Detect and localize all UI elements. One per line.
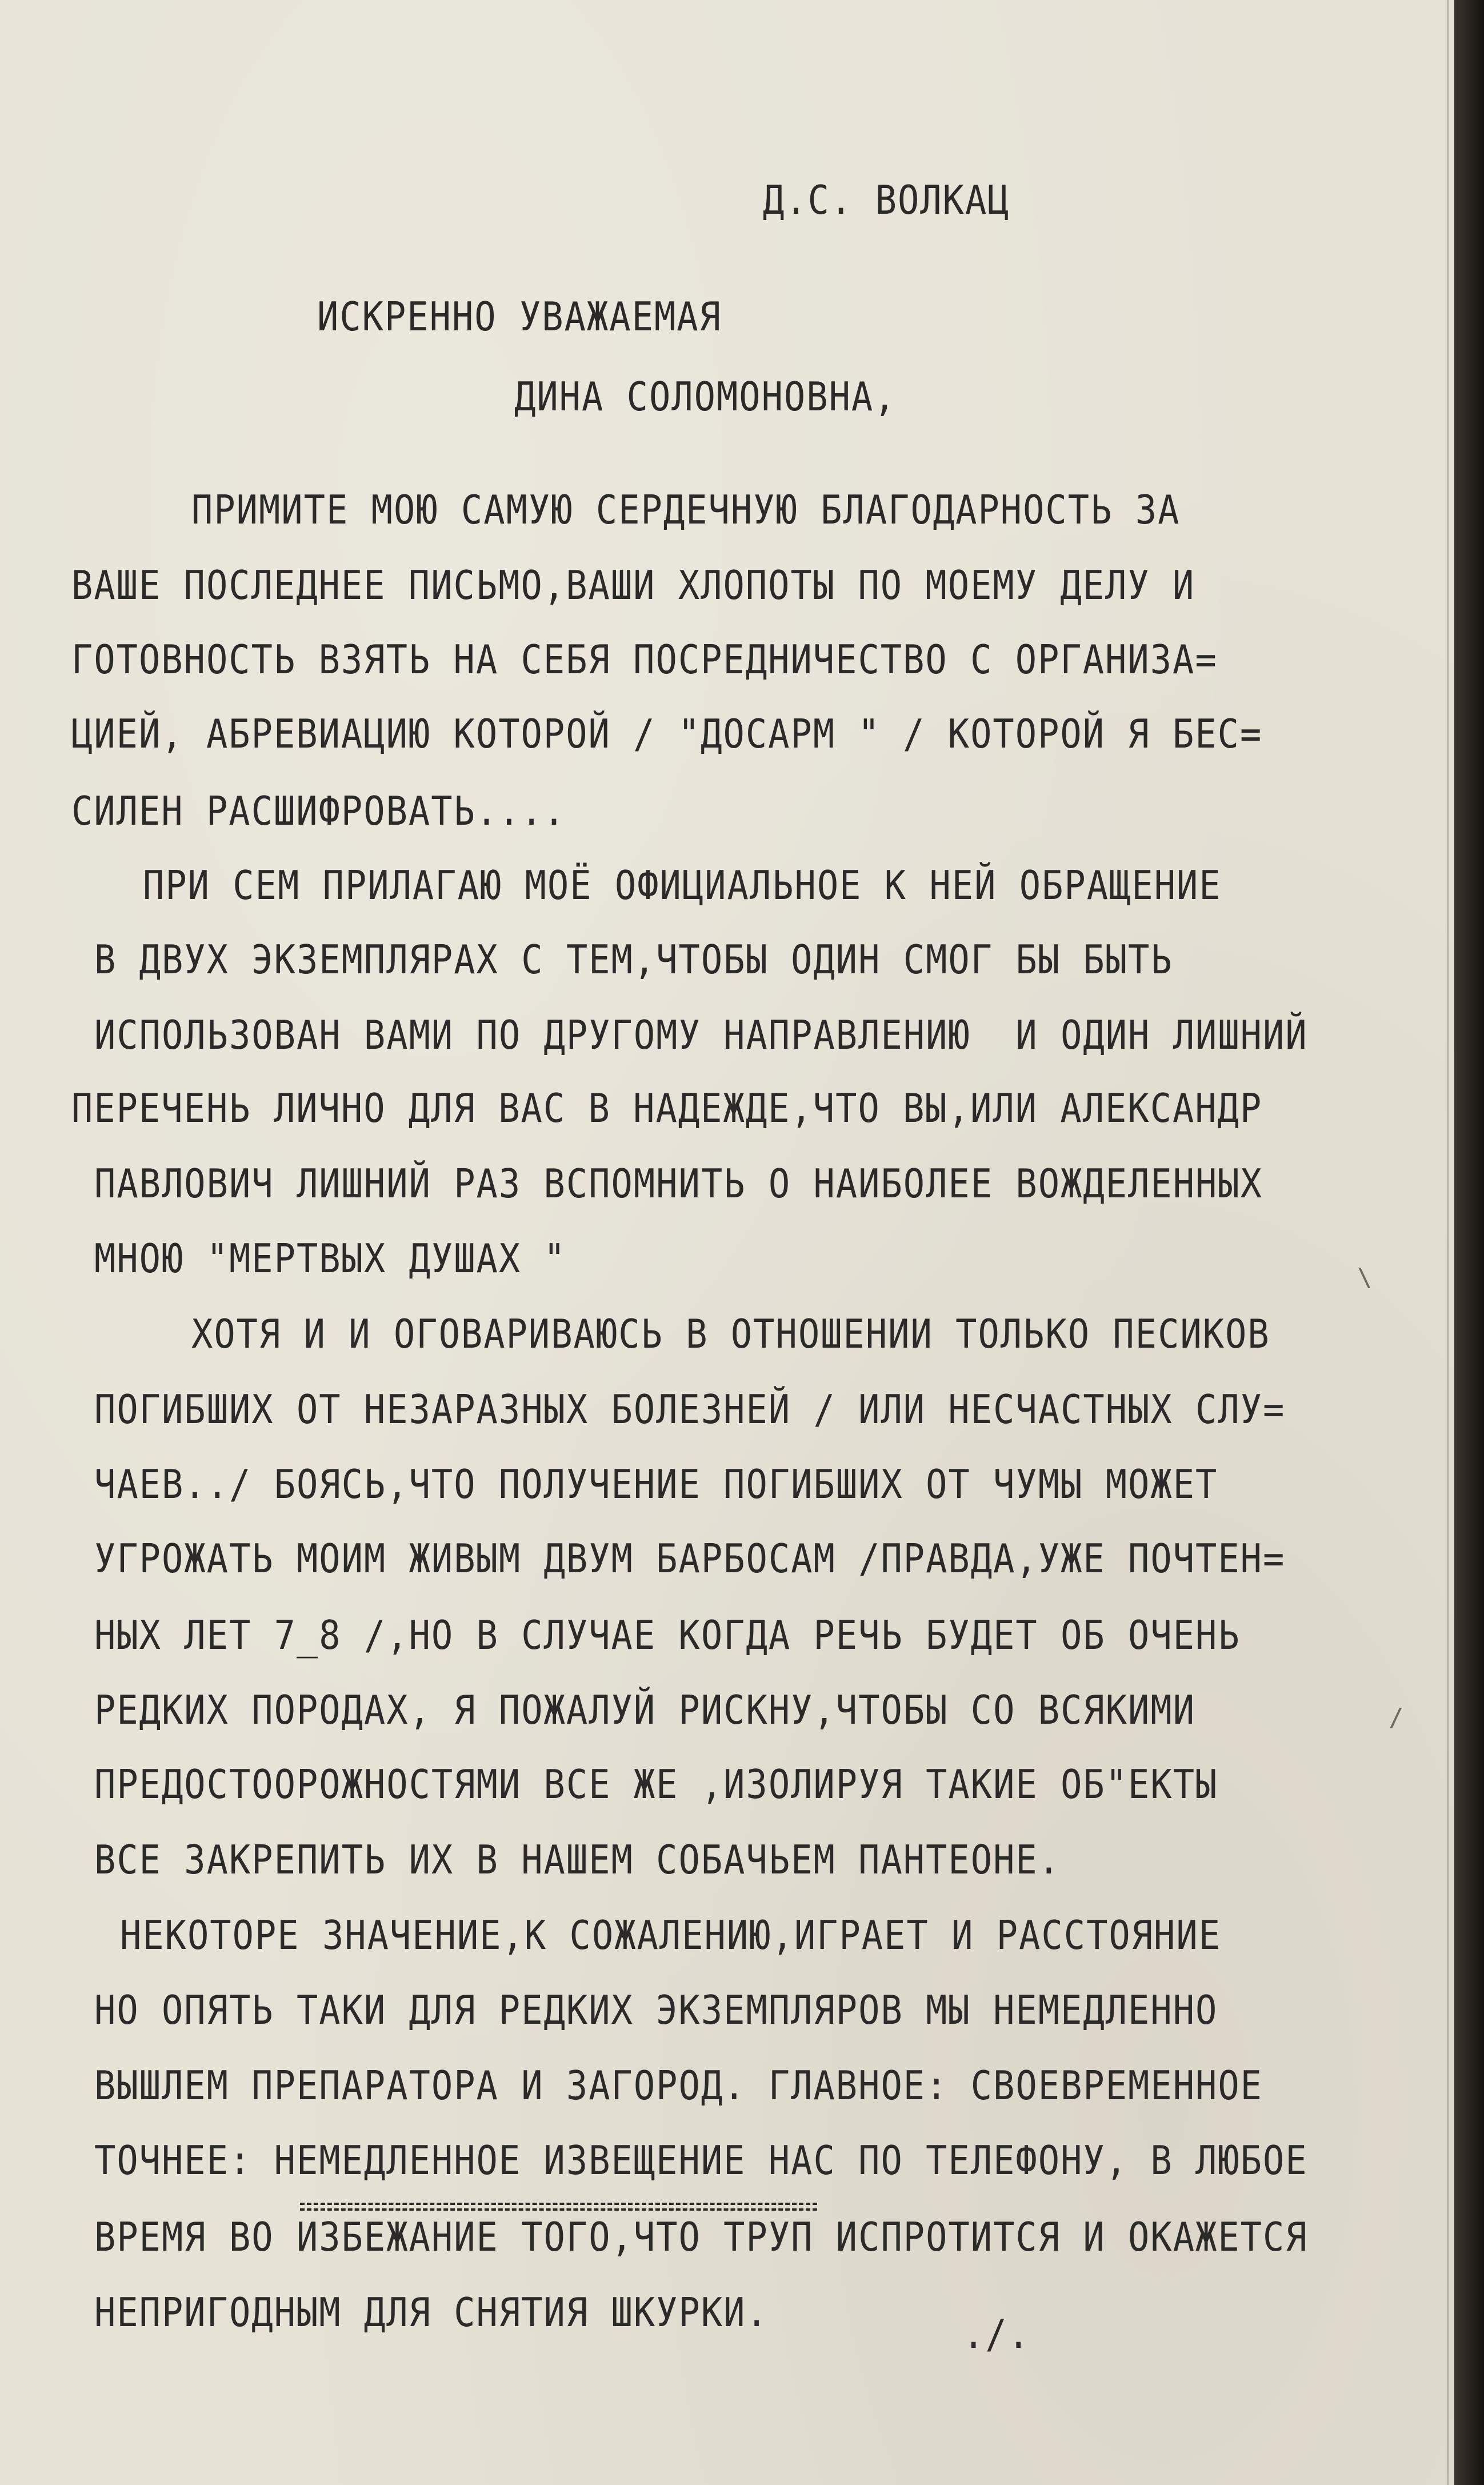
body-line-6: ПРИ СЕМ ПРИЛАГАЮ МОЁ ОФИЦИАЛЬНОЕ К НЕЙ ОБРАЩЕНИЕ: [143, 862, 1222, 909]
body-line-11: МНОЮ "МЕРТВЫХ ДУШАХ ": [94, 1235, 566, 1283]
body-line-21: НО ОПЯТЬ ТАКИ ДЛЯ РЕДКИХ ЭКЗЕМПЛЯРОВ МЫ НЕМЕДЛЕННО: [94, 1987, 1218, 2034]
body-line-1: ПРИМИТЕ МОЮ САМУЮ СЕРДЕЧНУЮ БЛАГОДАРНОСТЬ ЗА: [191, 486, 1181, 534]
body-line-15: УГРОЖАТЬ МОИМ ЖИВЫМ ДВУМ БАРБОСАМ /ПРАВДА,УЖЕ ПОЧТЕН=: [94, 1535, 1286, 1583]
body-line-4: ЦИЕЙ, АБРЕВИАЦИЮ КОТОРОЙ / "ДОСАРМ " / КОТОРОЙ Я БЕС=: [71, 710, 1263, 758]
body-line-8: ИСПОЛЬЗОВАН ВАМИ ПО ДРУГОМУ НАПРАВЛЕНИЮ И ОДИН ЛИШНИЙ: [94, 1012, 1308, 1059]
body-line-2: ВАШЕ ПОСЛЕДНЕЕ ПИСЬМО,ВАШИ ХЛОПОТЫ ПО МОЕМУ ДЕЛУ И: [71, 562, 1195, 609]
continuation-mark: ./.: [963, 2311, 1030, 2358]
body-line-13: ПОГИБШИХ ОТ НЕЗАРАЗНЫХ БОЛЕЗНЕЙ / ИЛИ НЕСЧАСТНЫХ СЛУ=: [94, 1386, 1286, 1433]
body-line-7: В ДВУХ ЭКЗЕМПЛЯРАХ С ТЕМ,ЧТОБЫ ОДИН СМОГ БЫ БЫТЬ: [94, 936, 1173, 984]
body-line-19: ВСЕ ЗАКРЕПИТЬ ИХ В НАШЕМ СОБАЧЬЕМ ПАНТЕОНЕ.: [94, 1836, 1061, 1884]
recipient-header: Д.С. ВОЛКАЦ: [763, 177, 1010, 224]
body-line-17: РЕДКИХ ПОРОДАХ, Я ПОЖАЛУЙ РИСКНУ,ЧТОБЫ СО ВСЯКИМИ: [94, 1687, 1196, 1734]
body-line-22: ВЫШЛЕМ ПРЕПАРАТОРА И ЗАГОРОД. ГЛАВНОЕ: СВОЕВРЕМЕННОЕ: [94, 2062, 1263, 2110]
body-line-23: ТОЧНЕЕ: НЕМЕДЛЕННОЕ ИЗВЕЩЕНИЕ НАС ПО ТЕЛЕФОНУ, В ЛЮБОЕ: [94, 2137, 1308, 2184]
body-line-25: НЕПРИГОДНЫМ ДЛЯ СНЯТИЯ ШКУРКИ.: [94, 2289, 769, 2336]
salutation-line-1: ИСКРЕННО УВАЖАЕМАЯ: [317, 293, 722, 341]
body-line-10: ПАВЛОВИЧ ЛИШНИЙ РАЗ ВСПОМНИТЬ О НАИБОЛЕЕ ВОЖДЕЛЕННЫХ: [94, 1160, 1263, 1208]
body-line-18: ПРЕДОСТООРОЖНОСТЯМИ ВСЕ ЖЕ ,ИЗОЛИРУЯ ТАКИЕ ОБ"ЕКТЫ: [94, 1761, 1218, 1808]
scan-border-right: [1454, 0, 1484, 2485]
salutation-line-2: ДИНА СОЛОМОНОВНА,: [514, 373, 897, 421]
body-line-20: НЕКОТОРЕ ЗНАЧЕНИЕ,К СОЖАЛЕНИЮ,ИГРАЕТ И РАССТОЯНИЕ: [120, 1912, 1222, 1959]
typed-underline: [300, 2203, 817, 2211]
body-line-14: ЧАЕВ../ БОЯСЬ,ЧТО ПОЛУЧЕНИЕ ПОГИБШИХ ОТ ЧУМЫ МОЖЕТ: [94, 1461, 1218, 1508]
body-line-3: ГОТОВНОСТЬ ВЗЯТЬ НА СЕБЯ ПОСРЕДНИЧЕСТВО С ОРГАНИЗА=: [71, 636, 1218, 684]
pencil-tick-mark-lower: /: [1389, 1703, 1404, 1732]
body-line-24: ВРЕМЯ ВО ИЗБЕЖАНИЕ ТОГО,ЧТО ТРУП ИСПРОТИТСЯ И ОКАЖЕТСЯ: [94, 2214, 1308, 2261]
body-line-16: НЫХ ЛЕТ 7_8 /,НО В СЛУЧАЕ КОГДА РЕЧЬ БУДЕТ ОБ ОЧЕНЬ: [94, 1612, 1241, 1659]
body-line-5: СИЛЕН РАСШИФРОВАТЬ....: [71, 788, 566, 835]
body-line-12: ХОТЯ И И ОГОВАРИВАЮСЬ В ОТНОШЕНИИ ТОЛЬКО ПЕСИКОВ: [191, 1311, 1270, 1358]
body-line-9: ПЕРЕЧЕНЬ ЛИЧНО ДЛЯ ВАС В НАДЕЖДЕ,ЧТО ВЫ,ИЛИ АЛЕКСАНДР: [71, 1085, 1263, 1132]
pencil-tick-mark: \: [1357, 1263, 1373, 1292]
